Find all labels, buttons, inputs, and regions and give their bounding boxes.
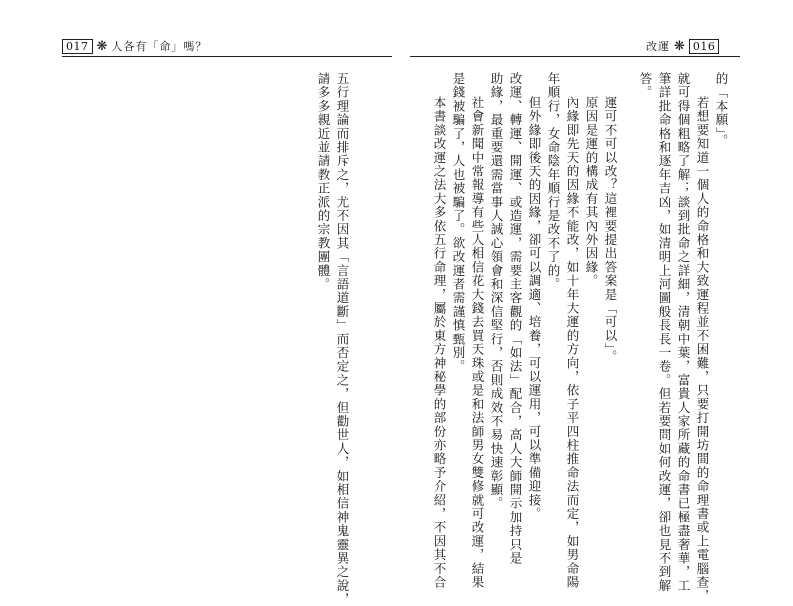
right-text-column-5: 答。 <box>638 72 653 100</box>
flower-ornament-icon: ❋ <box>96 38 108 54</box>
right-text-column-8: 內緣即先天的因緣不能改，如十年大運的方向，依子平四柱推命法而定，如男命陽 <box>565 96 580 590</box>
left-text-column-1: 五行理論而排斥之，尤不因其「言語道斷」而否定之，但勸世人，如相信神鬼靈異之說， <box>335 72 350 606</box>
right-header-rule <box>410 56 740 57</box>
right-text-column-3: 就可得個粗略了解；談到批命之詳細，清朝中葉，富貴人家所藏的命書已極盡奢華，工 <box>676 72 691 593</box>
left-page-number: 017 <box>62 39 93 54</box>
right-text-column-7: 原因是運的構成有其內外因緣。 <box>584 96 599 288</box>
right-page-header <box>646 38 719 54</box>
right-text-column-2: 若想要知道一個人的命格和大致運程並不困難，只要打開坊間的命理書或上電腦查， <box>695 96 710 603</box>
right-text-column-6: 運可不可以改？這裡要提出答案是「可以」。 <box>603 96 618 364</box>
flower-ornament-icon: ❋ <box>674 38 685 54</box>
right-text-column-9: 年順行，女命陰年順行是改不了的。 <box>546 72 561 292</box>
right-text-column-4: 筆詳批命格和逐年吉凶，如清明上河圖般長長一卷。但若要問如何改運，卻也見不到解 <box>657 72 672 593</box>
right-text-column-15: 本書談改運之法大多依五行命理，屬於東方神秘學的部份亦略予介紹，不因其不合 <box>432 96 447 590</box>
right-running-title: 改運 <box>646 40 670 53</box>
right-text-column-1: 的「本願」。 <box>714 72 729 148</box>
right-text-column-14: 是錢被騙了，人也被騙了。欲改運者需謹慎甄別。 <box>451 72 466 374</box>
right-text-column-13: 社會新聞中常報導有些人相信花大錢去買天珠或是和法師男女雙修就可改運，結果 <box>470 96 485 590</box>
right-page-number: 016 <box>689 39 720 54</box>
left-running-title: 人各有「命」嗎？ <box>111 40 208 53</box>
right-text-column-11: 改運、轉運、開運、或造運，需要主客觀的「如法」配合，高人大師開示加持只是 <box>508 72 523 566</box>
left-header-rule <box>62 56 392 57</box>
left-text-column-2: 請多多親近並請教正派的宗教團體。 <box>316 72 331 292</box>
right-text-column-10: 但外緣即後天的因緣，卻可以調適、培養，可以運用，可以準備迎接。 <box>527 96 542 521</box>
right-text-column-12: 助緣，最重要還需當事人誠心領會和深信堅行，否則成效不易快速彰顯。 <box>489 72 504 511</box>
left-page-header <box>62 38 207 54</box>
